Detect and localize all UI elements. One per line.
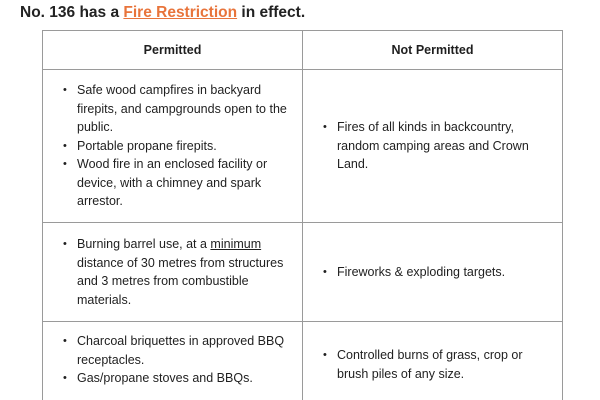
fire-rules-table xyxy=(42,30,563,400)
fire-restriction-link[interactable]: Fire Restriction xyxy=(123,4,238,21)
list-item: • Fireworks & exploding targets. xyxy=(337,263,552,282)
page-heading xyxy=(20,4,305,22)
not-permitted-cell xyxy=(303,223,563,322)
burning-barrel-prefix: Burning barrel use, at a xyxy=(77,237,211,251)
heading-suffix: in effect. xyxy=(237,4,306,21)
permitted-column-header: Permitted xyxy=(43,31,303,70)
table-row xyxy=(43,70,563,223)
permitted-cell xyxy=(43,322,303,400)
permitted-list xyxy=(63,81,292,211)
permitted-list xyxy=(63,332,292,388)
list-item: • Charcoal briquettes in approved BBQ receptacles. xyxy=(77,332,292,369)
burning-barrel-suffix: distance of 30 metres from structures and 3 metres from combustible materials. xyxy=(77,255,284,307)
permitted-list xyxy=(63,235,292,309)
list-item: • Gas/propane stoves and BBQs. xyxy=(77,369,292,388)
list-item xyxy=(77,235,292,309)
not-permitted-list xyxy=(323,346,552,383)
list-item: • Safe wood campfires in backyard firepits, and campgrounds open to the public. xyxy=(77,81,292,137)
table-row xyxy=(43,223,563,322)
minimum-underlined: minimum xyxy=(210,237,262,251)
not-permitted-list xyxy=(323,263,552,282)
not-permitted-cell xyxy=(303,70,563,223)
list-item: • Fires of all kinds in backcountry, random camping areas and Crown Land. xyxy=(337,118,552,174)
table-row xyxy=(43,322,563,400)
not-permitted-cell xyxy=(303,322,563,400)
table-header-row xyxy=(43,31,563,70)
list-item: • Portable propane firepits. xyxy=(77,137,292,156)
permitted-cell xyxy=(43,223,303,322)
list-item: • Controlled burns of grass, crop or brush piles of any size. xyxy=(337,346,552,383)
list-item: • Wood fire in an enclosed facility or device, with a chimney and spark arrestor. xyxy=(77,155,292,211)
not-permitted-list xyxy=(323,118,552,174)
not-permitted-column-header: Not Permitted xyxy=(303,31,563,70)
permitted-cell xyxy=(43,70,303,223)
heading-prefix: No. 136 has a xyxy=(20,4,124,21)
